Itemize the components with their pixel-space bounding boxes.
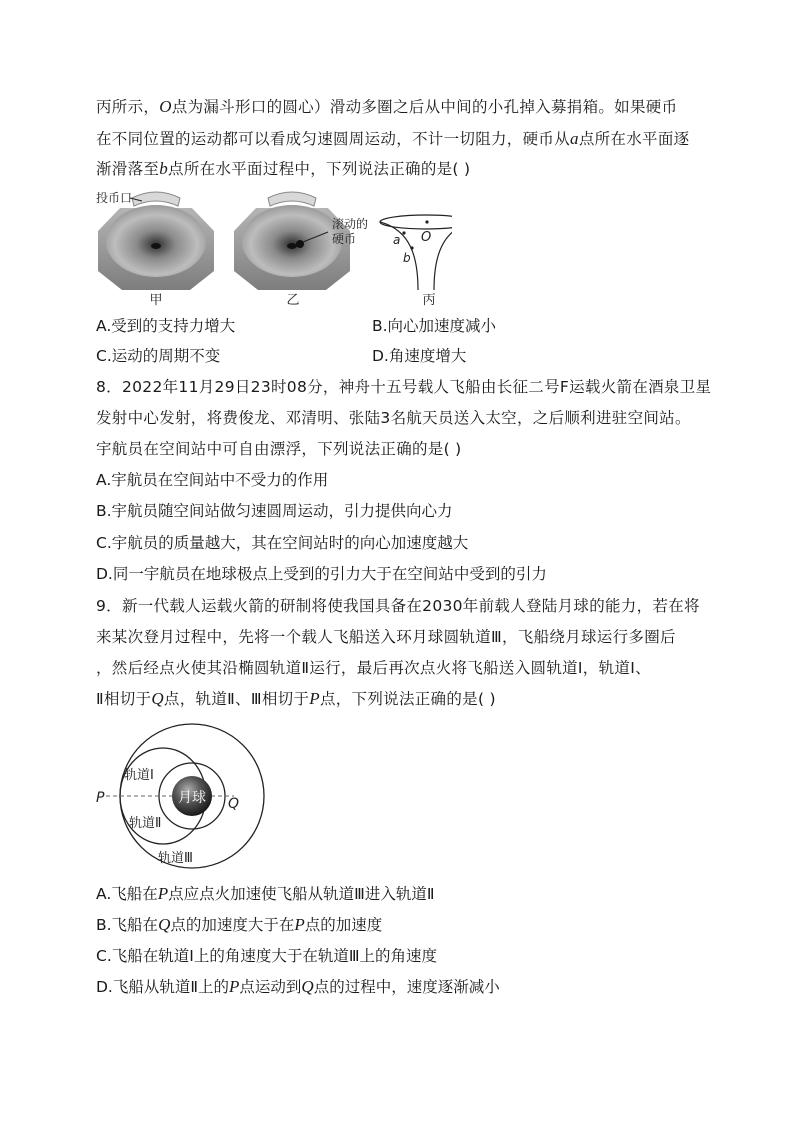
q9-option-text: 点运动到: [239, 978, 302, 996]
q9-option-text: 点应点火加速使飞船从轨道Ⅲ进入轨道Ⅱ: [168, 885, 435, 903]
q7-option-b[interactable]: B.向心加速度减小: [372, 317, 497, 335]
q7-text: 丙所示，: [96, 98, 160, 116]
point-O-label: O: [421, 230, 432, 245]
q8-option-a[interactable]: A.宇航员在空间站中不受力的作用: [96, 471, 329, 489]
q9-option-c[interactable]: C.飞船在轨道Ⅰ上的角速度大于在轨道Ⅲ上的角速度: [96, 947, 438, 965]
point-b-label: b: [403, 251, 411, 265]
q7-option-a[interactable]: A.受到的支持力增大: [96, 317, 236, 335]
q9-option-d[interactable]: [96, 977, 500, 997]
q9-option-b[interactable]: [96, 915, 382, 935]
q9-text: 点，轨道Ⅱ、Ⅲ相切于: [163, 690, 310, 708]
q9-option-text: 点的过程中，速度逐渐减小: [313, 978, 500, 996]
point-P-ref: P: [157, 884, 169, 903]
q8-option-d[interactable]: D.同一宇航员在地球极点上受到的引力大于在空间站中受到的引力: [96, 565, 547, 583]
point-Q-ref: Q: [151, 689, 164, 708]
coin-slot-label: 投币口: [96, 191, 133, 205]
point-P-ref: P: [309, 689, 320, 708]
point-Q-ref: Q: [158, 915, 171, 934]
caption-jia: 甲: [149, 293, 163, 308]
point-a-ref: a: [570, 129, 579, 148]
orbit-III-label: 轨道Ⅲ: [158, 851, 193, 866]
q8-option-c[interactable]: C.宇航员的质量越大，其在空间站时的向心加速度越大: [96, 534, 469, 552]
coin-marker: [296, 240, 304, 248]
point-Q-label: Q: [228, 796, 240, 812]
point-O-ref: O: [159, 97, 172, 116]
point-Q-ref: Q: [301, 977, 314, 996]
q8-stem-line-1: 8．2022年11月29日23时08分，神舟十五号载人飞船由长征二号F运载火箭在酒泉卫星: [96, 378, 712, 396]
q9-text: 点，下列说法正确的是( ): [319, 690, 496, 708]
caption-bing: 丙: [422, 293, 436, 308]
point-P-ref: P: [294, 915, 305, 934]
q9-stem-line-3: ，然后经点火使其沿椭圆轨道Ⅱ运行，最后再次点火将飞船送入圆轨道Ⅰ，轨道Ⅰ、: [96, 659, 651, 677]
q7-stem-line-3: [96, 159, 470, 179]
q9-stem-line-4: [96, 689, 496, 709]
q9-stem-line-1: 9．新一代载人运载火箭的研制将使我国具备在2030年前载人登陆月球的能力，若在将: [96, 597, 700, 615]
q7-stem-line-1: [96, 97, 677, 117]
q7-text: 点所在水平面过程中，下列说法正确的是( ): [168, 160, 471, 178]
funnel-photo-1: [98, 192, 214, 290]
moon-label: 月球: [178, 790, 206, 806]
q9-option-text: 点的加速度: [304, 916, 383, 934]
q7-text: 渐滑落至: [96, 160, 160, 178]
point-P-ref: P: [229, 977, 240, 996]
funnel-diagram: [380, 215, 452, 290]
q8-stem-line-2: 发射中心发射，将费俊龙、邓清明、张陆3名航天员送入太空，之后顺利进驻空间站。: [96, 409, 691, 427]
q9-text: Ⅱ相切于: [96, 690, 152, 708]
q8-stem-line-3: 宇航员在空间站中可自由漂浮，下列说法正确的是( ): [96, 440, 462, 458]
q9-option-a[interactable]: [96, 884, 434, 904]
coin-label-1: 滚动的: [332, 217, 369, 231]
q9-option-text: B.飞船在: [96, 916, 159, 934]
caption-yi: 乙: [286, 293, 300, 308]
q7-option-d[interactable]: D.角速度增大: [372, 347, 467, 365]
q9-option-text: D.飞船从轨道Ⅱ上的: [96, 978, 229, 996]
orbit-figure: [92, 722, 272, 872]
q9-stem-line-2: 来某次登月过程中，先将一个载人飞船送入环月球圆轨道Ⅲ，飞船绕月球运行多圈后: [96, 628, 676, 646]
orbit-II-label: 轨道Ⅱ: [129, 816, 162, 831]
q7-text: 点为漏斗形口的圆心）滑动多圈之后从中间的小孔掉入募捐箱。如果硬币: [171, 98, 678, 116]
q7-text: 在不同位置的运动都可以看成匀速圆周运动，不计一切阻力，硬币从: [96, 130, 571, 148]
q8-option-b[interactable]: B.宇航员随空间站做匀速圆周运动，引力提供向心力: [96, 502, 453, 520]
q7-option-c[interactable]: C.运动的周期不变: [96, 347, 221, 365]
q7-text: 点所在水平面逐: [578, 130, 690, 148]
q9-option-text: 点的加速度大于在: [170, 916, 295, 934]
point-b-ref: b: [159, 159, 169, 178]
point-P-label: P: [96, 790, 105, 806]
orbit-I-label: 轨道Ⅰ: [124, 768, 154, 783]
q7-stem-line-2: [96, 129, 689, 149]
point-a-label: a: [393, 233, 401, 247]
coin-label-2: 硬币: [332, 232, 357, 246]
q9-option-text: A.飞船在: [96, 885, 158, 903]
